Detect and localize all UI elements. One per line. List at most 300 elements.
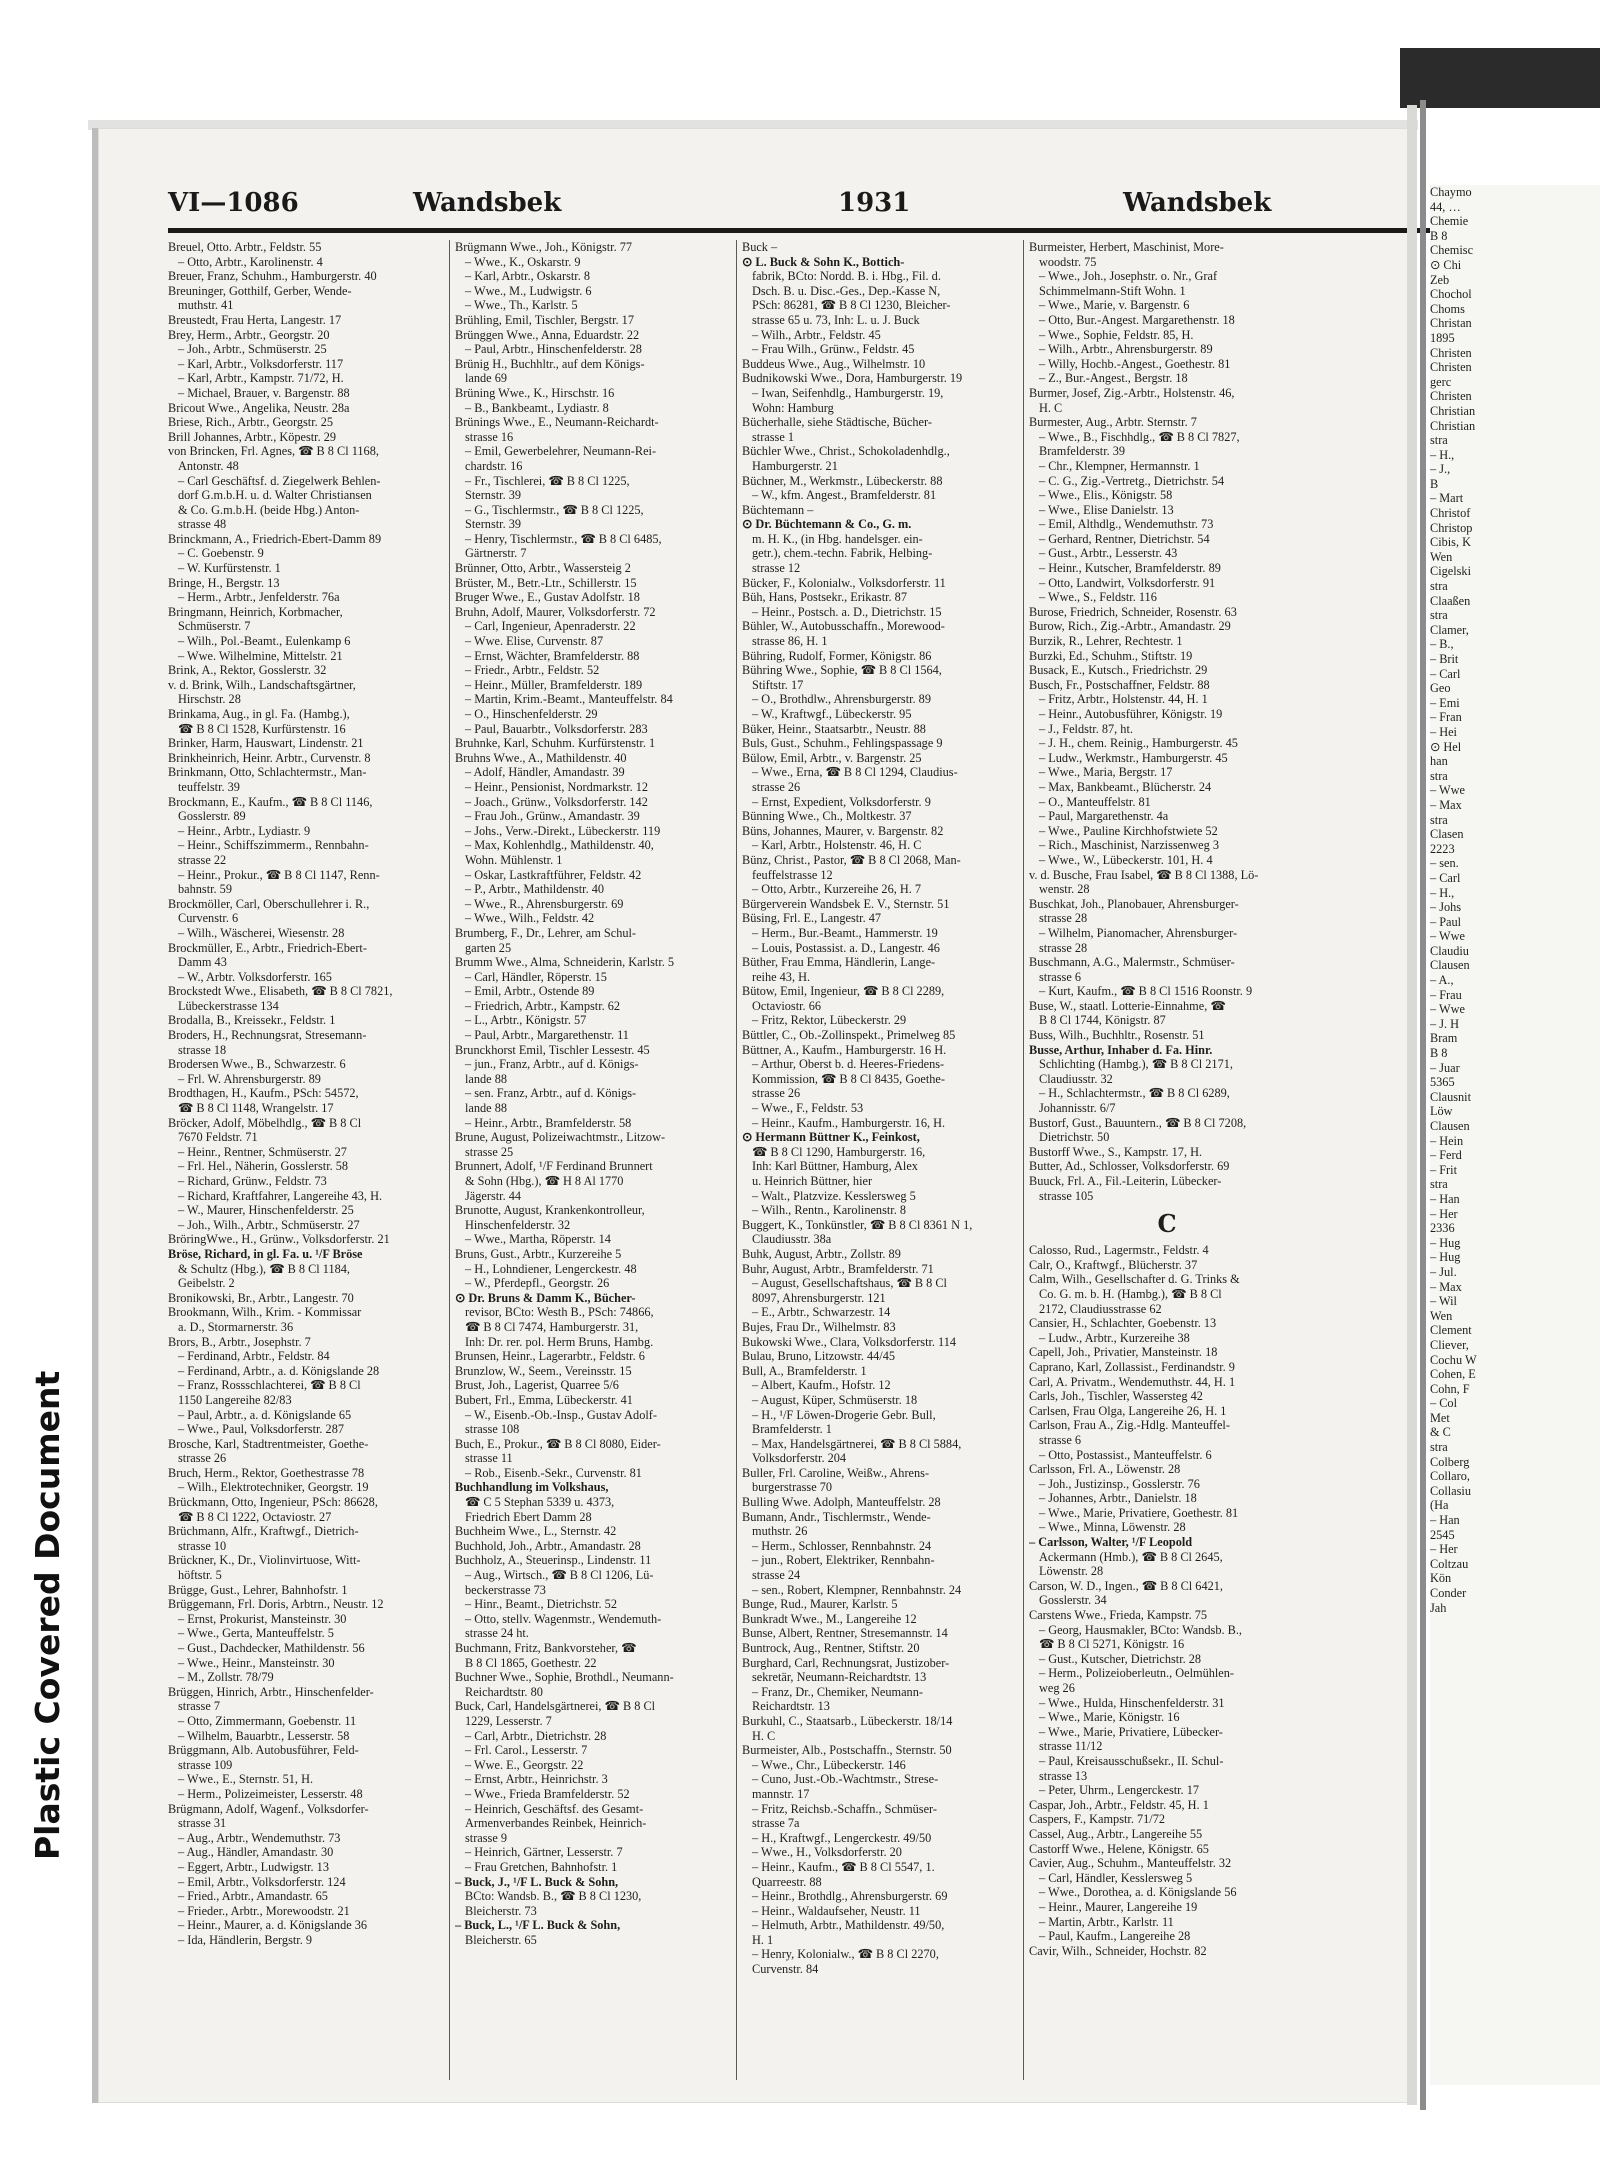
directory-entry: – Paul, Arbtr., Hinschenfelderstr. 28 xyxy=(465,342,642,357)
directory-entry: – Buck, L., ¹/F L. Buck & Sohn, xyxy=(455,1918,621,1933)
adjacent-entry: Jah xyxy=(1430,1600,1447,1615)
directory-entry: weg 26 xyxy=(1039,1681,1075,1695)
directory-entry: Brodthagen, H., Kaufm., PSch: 54572, xyxy=(168,1086,359,1101)
directory-entry: ⊙ Dr. Büchtemann & Co., G. m. xyxy=(742,517,912,532)
adjacent-entry: – Ferd xyxy=(1430,1148,1462,1163)
directory-entry: – Herm., Bur.-Beamt., Hammerstr. 19 xyxy=(752,925,938,940)
directory-entry: – Wwe., Pauline Kirchhofstwiete 52 xyxy=(1039,823,1218,838)
adjacent-entry: – Brit xyxy=(1430,652,1459,666)
directory-entry: Briese, Rich., Arbtr., Georgstr. 25 xyxy=(168,415,334,430)
adjacent-entry: Claaßen xyxy=(1430,593,1471,608)
directory-entry: strasse 48 xyxy=(178,517,227,532)
adjacent-entry: Christian xyxy=(1430,418,1476,433)
directory-entry: Löwenstr. 28 xyxy=(1039,1564,1104,1579)
adjacent-entry: han xyxy=(1430,754,1448,769)
directory-entry: – C. Goebenstr. 9 xyxy=(178,546,264,561)
directory-entry: – Frl. W. Ahrensburgerstr. 89 xyxy=(178,1071,321,1086)
directory-entry: strasse 6 xyxy=(1039,969,1082,984)
adjacent-entry: Clausen xyxy=(1430,1119,1470,1133)
directory-entry: Busse, Arthur, Inhaber d. Fa. Hinr. xyxy=(1029,1042,1213,1057)
directory-entry: Bruch, Herm., Rektor, Goethestrasse 78 xyxy=(168,1465,365,1480)
directory-entry: Buhr, August, Arbtr., Bramfelderstr. 71 xyxy=(742,1261,934,1276)
adjacent-entry: – Her xyxy=(1430,1206,1458,1221)
directory-entry: Büchler Wwe., Christ., Schokoladenhdlg., xyxy=(742,444,950,459)
directory-entry: – Johannes, Arbtr., Danielstr. 18 xyxy=(1039,1491,1197,1506)
directory-entry: ☎ B 8 Cl 1290, Hamburgerstr. 16, xyxy=(752,1144,926,1159)
directory-entry: – Wwe., Hulda, Hinschenfelderstr. 31 xyxy=(1039,1695,1225,1710)
directory-entry: Curvenstr. 84 xyxy=(752,1962,819,1977)
directory-entry: – W., kfm. Angest., Bramfelderstr. 81 xyxy=(752,488,937,503)
directory-entry: muthstr. 41 xyxy=(178,298,234,313)
directory-entry: – Heinr., Brothdlg., Ahrensburgerstr. 69 xyxy=(752,1889,948,1904)
directory-entry: – Aug., Händler, Amandastr. 30 xyxy=(178,1845,334,1860)
directory-entry: Friedrich Ebert Damm 28 xyxy=(465,1509,592,1524)
adjacent-entry: – Mart xyxy=(1430,491,1464,506)
directory-entry: Brügmann, Adolf, Wagenf., Volksdorfer- xyxy=(168,1801,369,1816)
directory-entry: Ackermann (Hmb.), ☎ B 8 Cl 2645, xyxy=(1039,1549,1223,1564)
directory-entry: strasse 1 xyxy=(752,429,795,444)
directory-entry: Hirschstr. 28 xyxy=(178,692,241,707)
directory-entry: Brückmann, Otto, Ingenieur, PSch: 86628, xyxy=(168,1495,378,1510)
adjacent-entry: ⊙ Hel xyxy=(1430,739,1462,754)
directory-entry: Brors, B., Arbtr., Josephstr. 7 xyxy=(168,1334,311,1349)
directory-entry: – Fritz, Arbtr., Holstenstr. 44, H. 1 xyxy=(1039,692,1208,707)
directory-entry: Buller, Frl. Caroline, Weißw., Ahrens- xyxy=(742,1465,930,1480)
directory-entry: Buschkat, Joh., Planobauer, Ahrensburger- xyxy=(1029,896,1239,911)
directory-entry: Bleicherstr. 65 xyxy=(465,1932,537,1947)
directory-entry: – Joh., Wilh., Arbtr., Schmüserstr. 27 xyxy=(178,1217,360,1232)
directory-entry: – Frau Joh., Grünw., Amandastr. 39 xyxy=(465,809,640,824)
directory-entry: – Richard, Grünw., Feldstr. 73 xyxy=(178,1174,327,1188)
directory-entry: – Emil, Althdlg., Wendemuthstr. 73 xyxy=(1039,517,1214,532)
directory-entry: – H., Schlachtermstr., ☎ B 8 Cl 6289, xyxy=(1039,1086,1230,1101)
directory-entry: – Wwe., E., Sternstr. 51, H. xyxy=(178,1772,314,1787)
directory-entry: strasse 22 xyxy=(178,852,227,867)
directory-entry: Buschmann, A.G., Malermstr., Schmüser- xyxy=(1029,955,1235,970)
header-place-left: Wandsbek xyxy=(413,188,562,218)
directory-entry: Burmester, Aug., Arbtr. Sternstr. 7 xyxy=(1029,415,1197,430)
scan-background xyxy=(1400,48,1600,108)
adjacent-entry: – Johs xyxy=(1430,900,1462,915)
adjacent-entry: – Max xyxy=(1430,1279,1462,1294)
adjacent-entry: – Hein xyxy=(1430,1133,1464,1148)
directory-entry: – J. H., chem. Reinig., Hamburgerstr. 45 xyxy=(1039,736,1238,751)
directory-entry: Brinkheinrich, Heinr. Arbtr., Curvenstr. 8 xyxy=(168,750,371,765)
directory-entry: – W., Pferdepfl., Georgstr. 26 xyxy=(465,1276,610,1291)
directory-entry: Bruns, Gust., Arbtr., Kurzereihe 5 xyxy=(455,1246,622,1261)
directory-entry: Büns, Johannes, Maurer, v. Bargenstr. 82 xyxy=(742,823,944,838)
directory-entry: – Otto, Postassist., Manteuffelstr. 6 xyxy=(1039,1447,1212,1462)
directory-entry: – Wwe., Gerta, Manteuffelstr. 5 xyxy=(178,1626,334,1641)
directory-entry: – Heinr., Kaufm., Hamburgerstr. 16, H. xyxy=(752,1115,946,1130)
adjacent-entry: – Hug xyxy=(1430,1235,1461,1250)
column-1 xyxy=(168,240,444,2080)
directory-entry: – Rich., Maschinist, Narzissenweg 3 xyxy=(1039,838,1219,853)
directory-entry: Bröse, Richard, in gl. Fa. u. ¹/F Bröse xyxy=(168,1246,363,1261)
directory-entry: – Wilh., Pol.-Beamt., Eulenkamp 6 xyxy=(178,634,351,649)
adjacent-entry: Zeb xyxy=(1430,272,1450,287)
adjacent-entry: Chemisc xyxy=(1430,243,1474,258)
directory-entry: – Z., Bur.-Angest., Bergstr. 18 xyxy=(1039,371,1188,386)
directory-entry: Burkuhl, C., Staatsarb., Lübeckerstr. 18/14 xyxy=(742,1713,953,1728)
directory-entry: Brinker, Harm, Hauswart, Lindenstr. 21 xyxy=(168,736,364,751)
document-side-label xyxy=(0,1300,67,1860)
adjacent-entry: – Col xyxy=(1430,1396,1457,1411)
directory-entry: – O., Manteuffelstr. 81 xyxy=(1039,794,1151,809)
directory-entry: Carson, W. D., Ingen., ☎ B 8 Cl 6421, xyxy=(1029,1578,1223,1593)
directory-entry: Brunckhorst Emil, Tischler Lessestr. 45 xyxy=(455,1042,650,1057)
directory-entry: Bringe, H., Bergstr. 13 xyxy=(168,575,280,590)
directory-entry: Buuck, Frl. A., Fil.-Leiterin, Lübecker- xyxy=(1029,1174,1222,1188)
directory-entry: – Buck, J., ¹/F L. Buck & Sohn, xyxy=(455,1874,619,1889)
directory-entry: Brosche, Karl, Stadtrentmeister, Goethe- xyxy=(168,1436,369,1451)
adjacent-entry: stra xyxy=(1430,579,1448,594)
directory-entry: – Wilhelm, Bauarbtr., Lesserstr. 58 xyxy=(178,1728,350,1743)
directory-entry: Wohn: Hamburg xyxy=(752,400,834,415)
directory-entry: Brink, A., Rektor, Gosslerstr. 32 xyxy=(168,663,327,678)
adjacent-entry: ⊙ Chi xyxy=(1430,257,1462,272)
directory-entry: sekretär, Neumann-Reichardtstr. 13 xyxy=(752,1670,927,1685)
directory-entry: Hamburgerstr. 21 xyxy=(752,458,838,473)
adjacent-entry: Cohn, F xyxy=(1430,1381,1470,1396)
directory-entry: Johannisstr. 6/7 xyxy=(1039,1101,1116,1116)
directory-entry: – Carl, Ingenieur, Apenraderstr. 22 xyxy=(465,619,636,634)
directory-entry: Bricout Wwe., Angelika, Neustr. 28a xyxy=(168,400,350,415)
directory-entry: ☎ B 8 Cl 1222, Octaviostr. 27 xyxy=(178,1509,332,1524)
directory-entry: – Aug., Arbtr., Wendemuthstr. 73 xyxy=(178,1830,341,1845)
directory-entry: a. D., Stormarnerstr. 36 xyxy=(178,1319,294,1334)
directory-entry: Inh: Dr. rer. pol. Herm Bruns, Hambg. xyxy=(465,1334,654,1349)
directory-entry: Bütow, Emil, Ingenieur, ☎ B 8 Cl 2289, xyxy=(742,984,945,999)
directory-entry: – Rob., Eisenb.-Sekr., Curvenstr. 81 xyxy=(465,1465,642,1480)
directory-entry: Bürgerverein Wandsbek E. V., Sternstr. 51 xyxy=(742,896,950,911)
directory-entry: Carlsson, Frl. A., Löwenstr. 28 xyxy=(1029,1462,1181,1477)
directory-entry: – Wwe., Heinr., Mansteinstr. 30 xyxy=(178,1655,335,1670)
adjacent-entry: – Frau xyxy=(1430,987,1462,1002)
adjacent-entry: gerc xyxy=(1430,374,1452,389)
adjacent-entry: Kön xyxy=(1430,1571,1452,1586)
directory-entry: – Frau Gretchen, Bahnhofstr. 1 xyxy=(465,1859,618,1874)
directory-entry: Bülow, Emil, Arbtr., v. Bargenstr. 25 xyxy=(742,750,922,765)
adjacent-entry: Claudiu xyxy=(1430,943,1469,958)
adjacent-entry: Cochu W xyxy=(1430,1352,1477,1367)
directory-entry: Buggert, K., Tonkünstler, ☎ B 8 Cl 8361 N 1, xyxy=(742,1217,973,1232)
directory-entry: – Otto, Landwirt, Volksdorferstr. 91 xyxy=(1039,575,1216,590)
directory-entry: – Friedr., Arbtr., Feldstr. 52 xyxy=(465,663,600,678)
directory-entry: – Wwe., S., Feldstr. 116 xyxy=(1039,590,1157,605)
directory-entry: Buntrock, Aug., Rentner, Stiftstr. 20 xyxy=(742,1641,920,1655)
directory-entry: – Karl, Arbtr., Oskarstr. 8 xyxy=(465,269,591,284)
directory-entry: – Wwe., Dorothea, a. d. Königslande 56 xyxy=(1039,1885,1237,1900)
adjacent-entry: 2336 xyxy=(1430,1221,1455,1236)
adjacent-entry: B 8 xyxy=(1430,1046,1448,1061)
directory-entry: Brunzlow, W., Seem., Vereinsstr. 15 xyxy=(455,1363,632,1378)
directory-entry: Sternstr. 39 xyxy=(465,488,522,503)
directory-entry: – Wwe., Marie, Königstr. 16 xyxy=(1039,1710,1180,1725)
directory-entry: – Otto, stellv. Wagenmstr., Wendemuth- xyxy=(465,1611,662,1626)
adjacent-entry: – Emi xyxy=(1430,695,1460,710)
directory-entry: – Wilh., Arbtr., Feldstr. 45 xyxy=(752,327,881,342)
directory-entry: – Ida, Händlerin, Bergstr. 9 xyxy=(178,1932,312,1947)
directory-entry: teuffelstr. 39 xyxy=(178,779,240,794)
directory-entry: Bull, A., Bramfelderstr. 1 xyxy=(742,1363,867,1378)
directory-entry: Octaviostr. 66 xyxy=(752,998,821,1013)
directory-entry: Burose, Friedrich, Schneider, Rosenstr. 63 xyxy=(1029,604,1237,619)
directory-entry: Burmeister, Herbert, Maschinist, More- xyxy=(1029,240,1224,254)
directory-entry: Bühler, W., Autobusschaffn., Morewood- xyxy=(742,619,945,634)
directory-entry: – Johs., Verw.-Direkt., Lübeckerstr. 119 xyxy=(465,823,661,838)
adjacent-entry: Christan xyxy=(1430,316,1472,331)
directory-entry: Brügmann Wwe., Joh., Königstr. 77 xyxy=(455,240,633,254)
directory-entry: Büther, Frau Emma, Händlerin, Lange- xyxy=(742,955,936,970)
column-4 xyxy=(1029,240,1305,2080)
directory-entry: strasse 108 xyxy=(465,1422,520,1437)
directory-entry: Co. G. m. b. H. (Hambg.), ☎ B 8 Cl xyxy=(1039,1286,1222,1301)
directory-entry: ☎ B 8 Cl 7474, Hamburgerstr. 31, xyxy=(465,1319,639,1334)
directory-entry: – Emil, Gewerbelehrer, Neumann-Rei- xyxy=(465,444,657,459)
directory-entry: – Max, Bankbeamt., Blücherstr. 24 xyxy=(1039,779,1212,794)
adjacent-entry: Clamer, xyxy=(1430,622,1469,637)
directory-entry: strasse 26 xyxy=(752,1086,801,1101)
adjacent-entry: – Wwe xyxy=(1430,929,1465,944)
directory-entry: Reichardtstr. 80 xyxy=(465,1684,543,1699)
column-divider xyxy=(449,240,450,2080)
directory-entry: 8097, Ahrensburgerstr. 121 xyxy=(752,1290,886,1305)
directory-entry: – Heinr., Arbtr., Bramfelderstr. 58 xyxy=(465,1115,632,1130)
directory-entry: Brüggmann, Alb. Autobusführer, Feld- xyxy=(168,1743,359,1758)
directory-entry: – Heinrich, Gärtner, Lesserstr. 7 xyxy=(465,1845,623,1860)
directory-entry: Jägerstr. 44 xyxy=(465,1188,522,1203)
adjacent-entry: Cibis, K xyxy=(1430,535,1471,550)
header-rule xyxy=(168,228,1493,233)
adjacent-entry: – Carl xyxy=(1430,666,1461,681)
directory-entry: Breustedt, Frau Herta, Langestr. 17 xyxy=(168,312,342,327)
adjacent-entry: Bram xyxy=(1430,1031,1458,1046)
directory-entry: v. d. Busche, Frau Isabel, ☎ B 8 Cl 1388, Lö- xyxy=(1029,867,1259,882)
directory-entry: – Wwe., Th., Karlstr. 5 xyxy=(465,298,578,313)
adjacent-entry: – Frit xyxy=(1430,1162,1457,1177)
directory-entry: – Gerhard, Rentner, Dietrichstr. 54 xyxy=(1039,531,1210,546)
header-place-right: Wandsbek xyxy=(1123,188,1272,218)
directory-entry: Bücker, F., Kolonialw., Volksdorferstr. 11 xyxy=(742,575,946,590)
directory-entry: Büchtemann – xyxy=(742,502,814,517)
directory-entry: strasse 11/12 xyxy=(1039,1739,1103,1754)
adjacent-page-column xyxy=(1430,185,1600,2085)
adjacent-entry: Löw xyxy=(1430,1104,1453,1119)
directory-entry: – Ferdinand, Arbtr., a. d. Königslande 28 xyxy=(178,1363,380,1378)
directory-entry: – Herm., Schlosser, Rennbahnstr. 24 xyxy=(752,1538,932,1553)
directory-entry: – O., Hinschenfelderstr. 29 xyxy=(465,707,598,721)
directory-entry: – Frl. Hel., Näherin, Gosslerstr. 58 xyxy=(178,1159,349,1174)
directory-entry: strasse 28 xyxy=(1039,911,1088,926)
directory-entry: Gärtnerstr. 7 xyxy=(465,546,527,561)
directory-entry: 1229, Lesserstr. 7 xyxy=(465,1713,552,1728)
directory-entry: – Paul, Kaufm., Langereihe 28 xyxy=(1039,1929,1191,1944)
directory-entry: Buse, W., staatl. Lotterie-Einnahme, ☎ xyxy=(1029,998,1226,1013)
directory-entry: – Wwe., Marie, Privatiere, Goethestr. 81 xyxy=(1039,1505,1239,1520)
directory-entry: – Ludw., Arbtr., Kurzereihe 38 xyxy=(1039,1330,1190,1345)
adjacent-entry: – Han xyxy=(1430,1191,1460,1206)
directory-entry: Brünggen Wwe., Anna, Eduardstr. 22 xyxy=(455,327,640,342)
directory-entry: Geibelstr. 2 xyxy=(178,1276,235,1291)
directory-entry: Brunnert, Adolf, ¹/F Ferdinand Brunnert xyxy=(455,1159,653,1174)
adjacent-entry: – sen. xyxy=(1430,856,1459,871)
directory-entry: – Franz, Rossschlachterei, ☎ B 8 Cl xyxy=(178,1378,361,1393)
directory-entry: – Joach., Grünw., Volksdorferstr. 142 xyxy=(465,794,648,809)
directory-entry: – Wilhelm, Pianomacher, Ahrensburger- xyxy=(1039,925,1238,940)
adjacent-entry: – Fran xyxy=(1430,710,1462,725)
directory-entry: Quarreestr. 88 xyxy=(752,1874,822,1889)
directory-entry: Brockmann, E., Kaufm., ☎ B 8 Cl 1146, xyxy=(168,794,373,809)
adjacent-entry: Geo xyxy=(1430,681,1451,696)
directory-entry: Calm, Wilh., Gesellschafter d. G. Trinks & xyxy=(1029,1272,1240,1287)
directory-entry: chardstr. 16 xyxy=(465,458,523,473)
directory-entry: 1150 Langereihe 82/83 xyxy=(178,1392,292,1407)
directory-entry: – Fried., Arbtr., Amandastr. 65 xyxy=(178,1889,328,1904)
adjacent-entry: – Carl xyxy=(1430,870,1461,885)
directory-entry: Cassel, Aug., Arbtr., Langereihe 55 xyxy=(1029,1826,1203,1841)
directory-entry: Bröcker, Adolf, Möbelhdlg., ☎ B 8 Cl xyxy=(168,1115,362,1130)
directory-entry: Brodalla, B., Kreissekr., Feldstr. 1 xyxy=(168,1013,336,1028)
adjacent-entry: 5365 xyxy=(1430,1075,1455,1090)
directory-entry: Brey, Herm., Arbtr., Georgstr. 20 xyxy=(168,327,330,342)
directory-entry: – Ernst, Prokurist, Mansteinstr. 30 xyxy=(178,1611,347,1626)
directory-entry: Büchner, M., Werkmstr., Lübeckerstr. 88 xyxy=(742,473,943,488)
directory-entry: Butter, Ad., Schlosser, Volksdorferstr. 69 xyxy=(1029,1159,1230,1174)
directory-entry: Broders, H., Rechnungsrat, Stresemann- xyxy=(168,1028,367,1043)
directory-entry: – Karl, Arbtr., Holstenstr. 46, H. C xyxy=(752,838,922,853)
directory-entry: – Wwe. E., Georgstr. 22 xyxy=(465,1757,584,1772)
directory-entry: Lübeckerstrasse 134 xyxy=(178,998,279,1013)
directory-entry: Büker, Heinr., Staatsarbtr., Neustr. 88 xyxy=(742,721,926,736)
directory-entry: Brodersen Wwe., B., Schwarzestr. 6 xyxy=(168,1057,346,1072)
directory-entry: – Wilh., Wäscherei, Wiesenstr. 28 xyxy=(178,925,345,940)
adjacent-entry: stra xyxy=(1430,433,1448,448)
directory-entry: Calosso, Rud., Lagermstr., Feldstr. 4 xyxy=(1029,1243,1209,1258)
directory-entry: burgerstrasse 70 xyxy=(752,1480,833,1495)
directory-entry: Antonstr. 48 xyxy=(178,458,239,473)
adjacent-entry: – B., xyxy=(1430,637,1454,652)
directory-entry: – Martin, Arbtr., Karlstr. 11 xyxy=(1039,1914,1174,1929)
side-label-text: Plastic Covered Document xyxy=(28,1370,67,1860)
column-divider xyxy=(1023,240,1024,2080)
directory-entry: – Albert, Kaufm., Hofstr. 12 xyxy=(752,1378,891,1393)
directory-entry: – Gust., Kutscher, Dietrichstr. 28 xyxy=(1039,1651,1202,1666)
directory-entry: Brünig H., Buchhltr., auf dem Königs- xyxy=(455,356,645,371)
directory-entry: muthstr. 26 xyxy=(752,1524,808,1539)
adjacent-entry: Met xyxy=(1430,1410,1450,1425)
directory-entry: – Hinr., Beamt., Dietrichstr. 52 xyxy=(465,1597,617,1612)
directory-entry: – W., Maurer, Hinschenfelderstr. 25 xyxy=(178,1203,354,1218)
directory-entry: strasse 105 xyxy=(1039,1188,1094,1203)
directory-entry: – Heinr., Müller, Bramfelderstr. 189 xyxy=(465,677,643,692)
directory-entry: Buchheim Wwe., L., Sternstr. 42 xyxy=(455,1524,617,1539)
directory-entry: Capell, Joh., Privatier, Mansteinstr. 18 xyxy=(1029,1345,1218,1360)
directory-entry: – Gust., Dachdecker, Mathildenstr. 56 xyxy=(178,1641,365,1655)
directory-entry: – sen., Robert, Klempner, Rennbahnstr. 24 xyxy=(752,1582,962,1597)
directory-entry: strasse 109 xyxy=(178,1757,233,1772)
directory-entry: Bulau, Bruno, Litzowstr. 44/45 xyxy=(742,1349,896,1364)
directory-entry: – Heinr., Waldaufseher, Neustr. 11 xyxy=(752,1903,921,1918)
adjacent-entry: Clasen xyxy=(1430,827,1464,842)
directory-page xyxy=(92,128,1413,2103)
directory-entry: – Paul, Kreisausschußsekr., II. Schul- xyxy=(1039,1753,1224,1768)
directory-entry: strasse 7a xyxy=(752,1816,800,1831)
directory-entry: – Fritz, Reichsb.-Schaffn., Schmüser- xyxy=(752,1801,937,1816)
directory-entry: strasse 10 xyxy=(178,1538,227,1553)
directory-entry: Bukowski Wwe., Clara, Volksdorferstr. 114 xyxy=(742,1334,957,1349)
directory-entry: Kommission, ☎ B 8 Cl 8435, Goethe- xyxy=(752,1071,945,1086)
directory-entry: Burzik, R., Lehrer, Rechtestr. 1 xyxy=(1029,634,1183,649)
directory-columns xyxy=(168,240,1493,2080)
directory-entry: – Chr., Klempner, Hermannstr. 1 xyxy=(1039,458,1200,473)
directory-entry: – E., Arbtr., Schwarzestr. 14 xyxy=(752,1305,891,1320)
directory-entry: ⊙ Dr. Bruns & Damm K., Bücher- xyxy=(455,1290,636,1305)
directory-entry: – Wwe., Joh., Josephstr. o. Nr., Graf xyxy=(1039,269,1218,284)
adjacent-entry: & C xyxy=(1430,1425,1451,1440)
adjacent-entry: – H., xyxy=(1430,885,1455,900)
directory-entry: Brinkmann, Otto, Schlachtermstr., Man- xyxy=(168,765,367,780)
directory-entry: Burghard, Carl, Rechnungsrat, Justizober- xyxy=(742,1655,950,1670)
adjacent-entry: 2223 xyxy=(1430,841,1455,856)
directory-entry: – Paul, Arbtr., Margarethenstr. 11 xyxy=(465,1028,629,1043)
directory-entry: – Wwe., W., Lübeckerstr. 101, H. 4 xyxy=(1039,852,1213,867)
directory-entry: – Heinr., Arbtr., Lydiastr. 9 xyxy=(178,823,311,838)
directory-entry: Caspers, F., Kampstr. 71/72 xyxy=(1029,1812,1165,1827)
adjacent-entry: – Jul. xyxy=(1430,1264,1457,1279)
directory-entry: – Kurt, Kaufm., ☎ B 8 Cl 1516 Roonstr. 9 xyxy=(1039,984,1253,999)
directory-entry: lande 88 xyxy=(465,1071,508,1086)
directory-entry: Inh: Karl Büttner, Hamburg, Alex xyxy=(752,1159,918,1174)
directory-entry: – C. G., Zig.-Vertretg., Dietrichstr. 54 xyxy=(1039,473,1225,488)
directory-entry: – Wwe., Sophie, Feldstr. 85, H. xyxy=(1039,327,1194,342)
adjacent-entry: – Her xyxy=(1430,1542,1458,1557)
directory-entry: – Paul, Arbtr., a. d. Königslande 65 xyxy=(178,1407,352,1422)
directory-entry: – Adolf, Händler, Amandastr. 39 xyxy=(465,765,625,780)
directory-entry: Buck – xyxy=(742,240,778,254)
directory-entry: Brüggen, Hinrich, Arbtr., Hinschenfelder- xyxy=(168,1684,374,1699)
directory-entry: getr.), chem.-techn. Fabrik, Helbing- xyxy=(752,546,933,561)
directory-entry: – Heinr., Kaufm., ☎ B 8 Cl 5547, 1. xyxy=(752,1859,935,1874)
directory-entry: Brunsen, Heinr., Lagerarbtr., Feldstr. 6 xyxy=(455,1349,645,1364)
directory-entry: – August, Küper, Schmüserstr. 18 xyxy=(752,1392,918,1407)
directory-entry: – P., Arbtr., Mathildenstr. 40 xyxy=(465,882,605,897)
adjacent-entry: 44, … xyxy=(1430,199,1461,214)
directory-entry: Bühring, Rudolf, Former, Königstr. 86 xyxy=(742,648,932,663)
directory-entry: Burmer, Josef, Zig.-Arbtr., Holstenstr. 46, xyxy=(1029,385,1235,400)
adjacent-entry: 1895 xyxy=(1430,330,1455,345)
directory-entry: & Sohn (Hbg.), ☎ H 8 Al 1770 xyxy=(465,1174,624,1188)
adjacent-entry: Clausen xyxy=(1430,958,1470,973)
directory-entry: Bunge, Rud., Maurer, Karlstr. 5 xyxy=(742,1597,898,1612)
directory-entry: Büh, Hans, Postsekr., Erikastr. 87 xyxy=(742,590,907,605)
directory-entry: – Wwe., B., Fischhdlg., ☎ B 8 Cl 7827, xyxy=(1039,429,1240,444)
directory-entry: Burow, Rich., Zig.-Arbtr., Amandastr. 29 xyxy=(1029,619,1231,634)
directory-entry: – Louis, Postassist. a. D., Langestr. 46 xyxy=(752,940,940,955)
directory-entry: Brune, August, Polizeiwachtmstr., Litzow- xyxy=(455,1130,666,1145)
directory-entry: Buchmann, Fritz, Bankvorsteher, ☎ xyxy=(455,1641,637,1655)
adjacent-entry: – J. H xyxy=(1430,1016,1460,1031)
directory-entry: Brinkama, Aug., in gl. Fa. (Hambg.), xyxy=(168,707,350,721)
directory-entry: – Carl, Arbtr., Dietrichstr. 28 xyxy=(465,1728,607,1743)
directory-entry: Buhk, August, Arbtr., Zollstr. 89 xyxy=(742,1246,901,1261)
adjacent-entry: Chaymo xyxy=(1430,185,1472,199)
directory-entry: strasse 18 xyxy=(178,1042,227,1057)
directory-entry: – Otto, Zimmermann, Goebenstr. 11 xyxy=(178,1713,357,1728)
directory-entry: Sternstr. 39 xyxy=(465,517,522,532)
directory-entry: – W., Arbtr. Volksdorferstr. 165 xyxy=(178,969,332,984)
adjacent-entry: Christen xyxy=(1430,345,1472,360)
